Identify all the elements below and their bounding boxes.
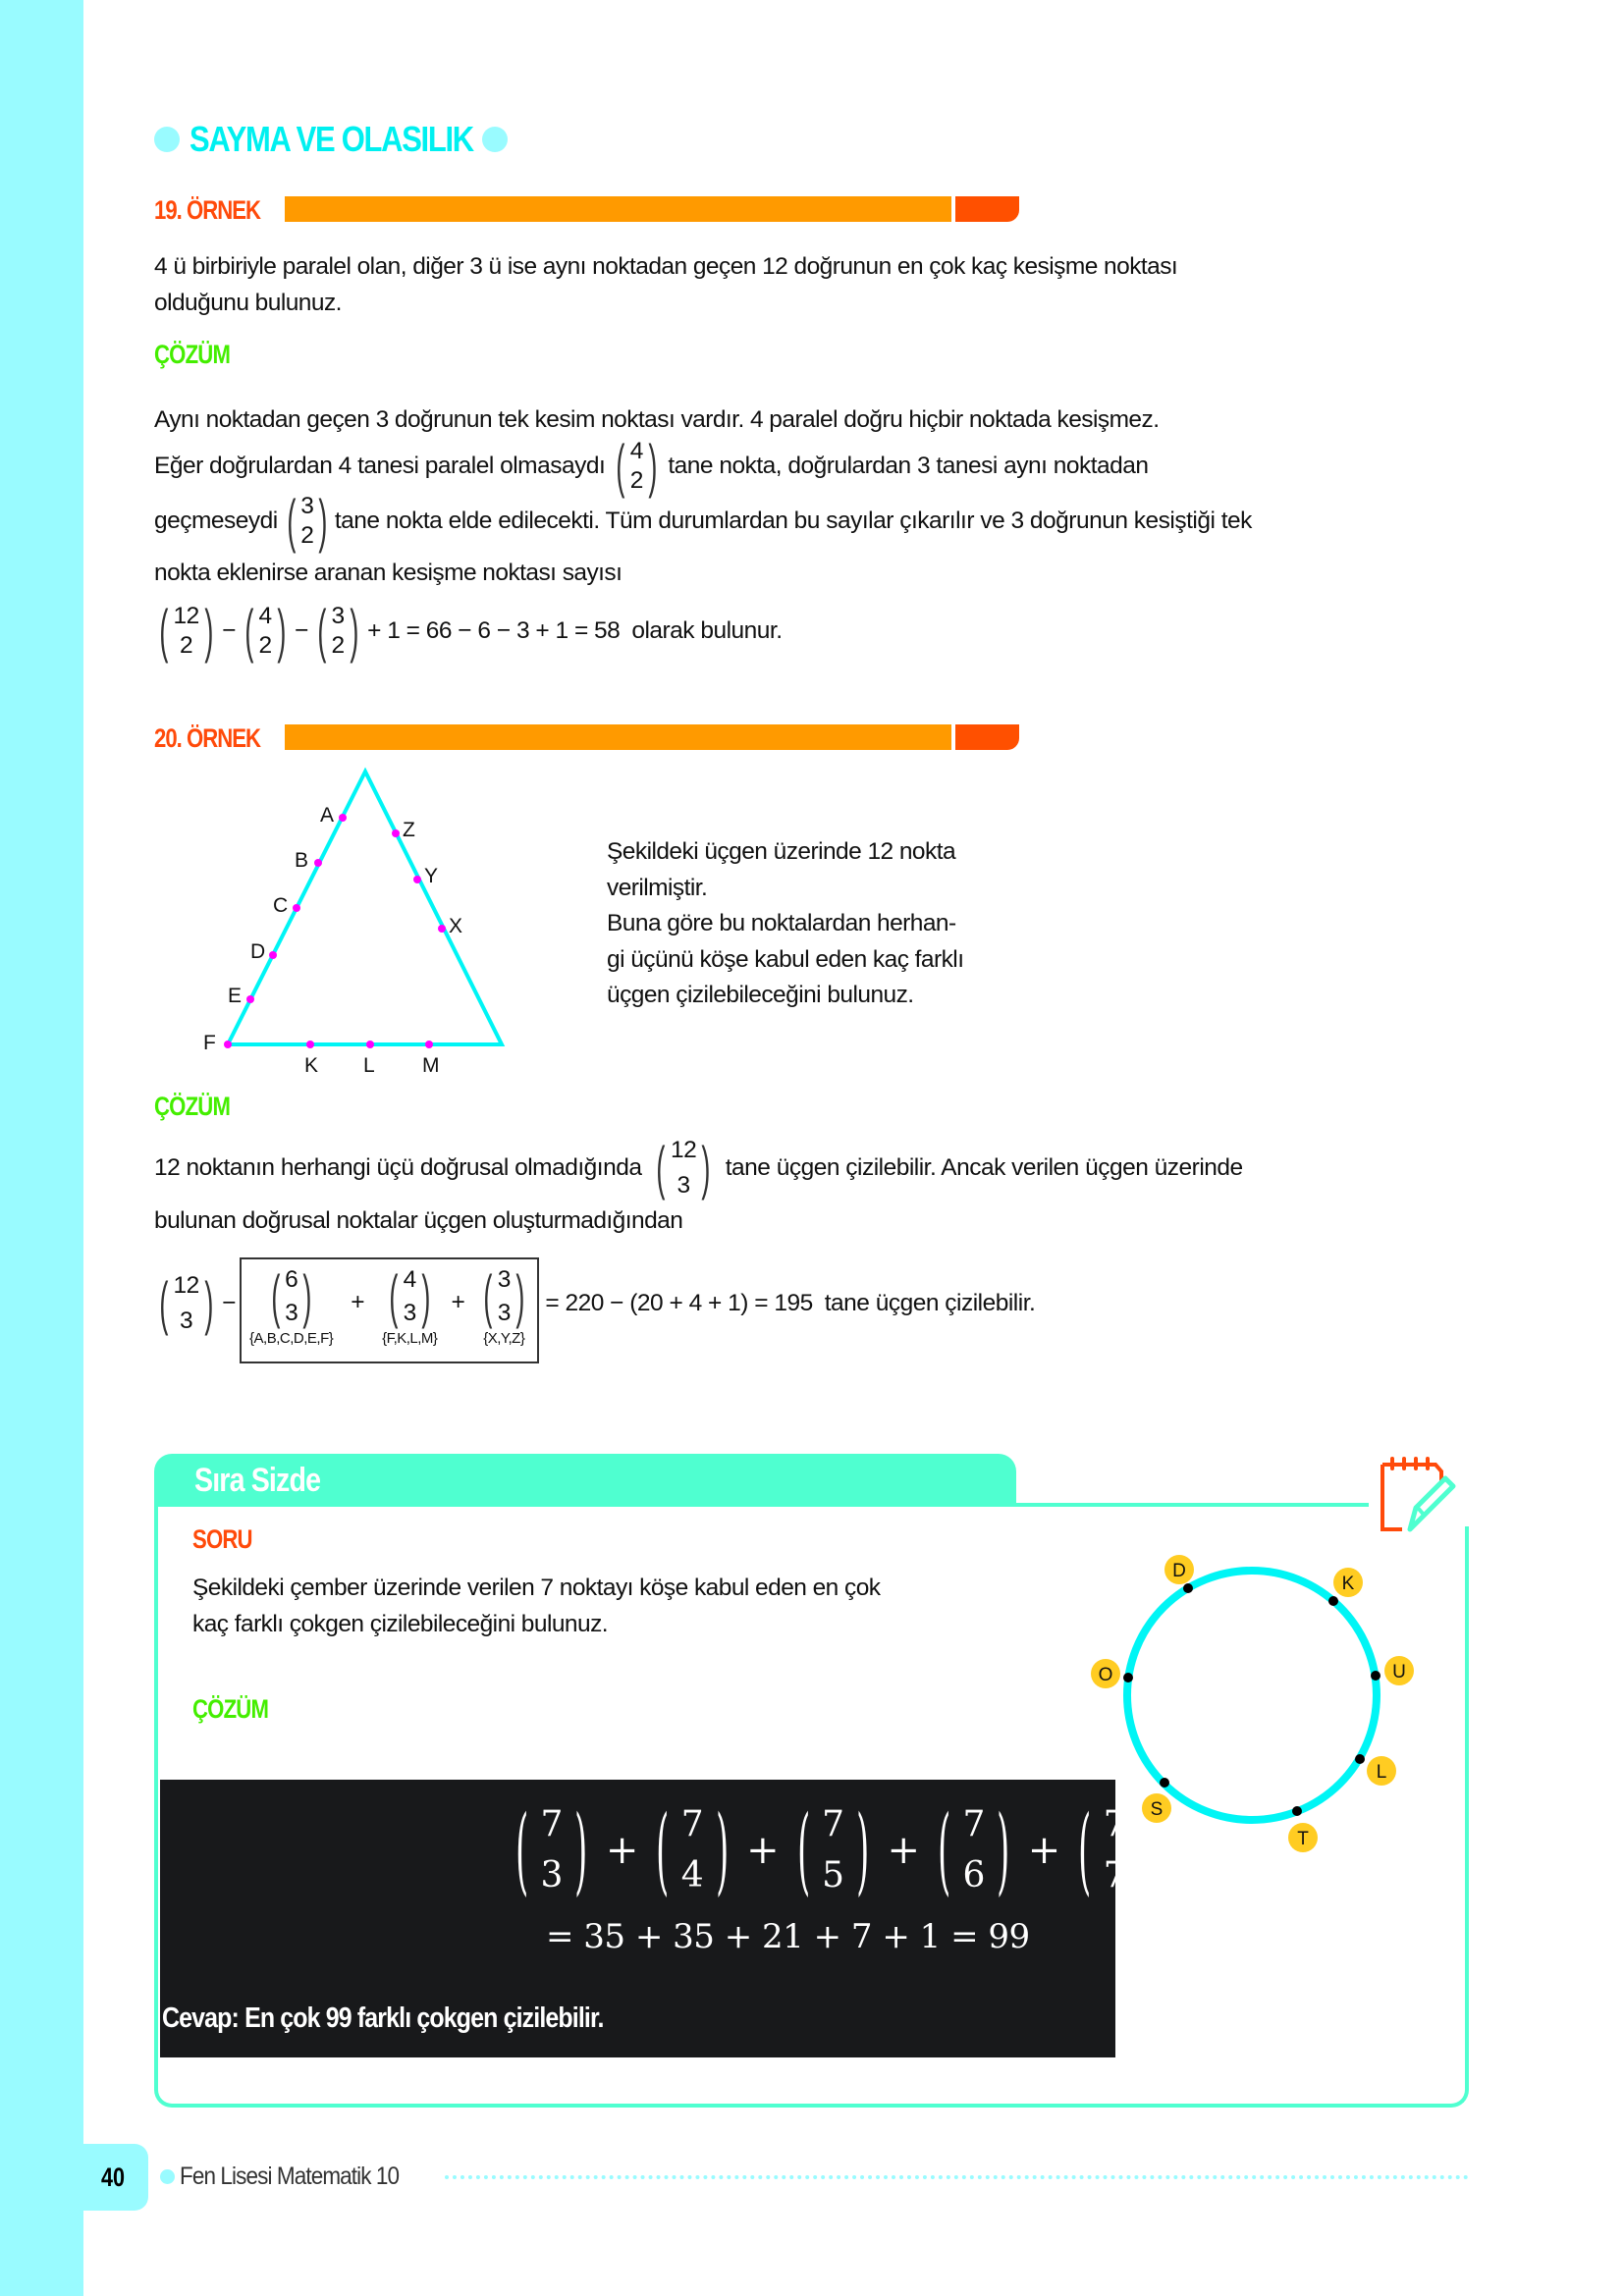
example-20-question xyxy=(607,834,963,1014)
svg-text:E: E xyxy=(228,985,243,1007)
binomial: ( 12 2 ) xyxy=(159,598,213,664)
example-20-label: 20. ÖRNEK xyxy=(154,722,261,753)
svg-text:M: M xyxy=(422,1054,440,1077)
question-line: Buna göre bu noktalardan herhan- xyxy=(607,910,956,936)
practice-border-bottom xyxy=(154,2071,1469,2108)
text: tane üçgen çizilebilir. Ancak verilen üçgen üzerinde xyxy=(725,1154,1243,1181)
solution-line: Aynı noktadan geçen 3 doğrunun tek kesim noktası vardır. 4 paralel doğru hiçbir noktada kesişmez. xyxy=(154,406,1160,433)
answer-conclusion: Cevap: En çok 99 farklı çokgen çizilebilir. xyxy=(162,2002,604,2034)
svg-text:Z: Z xyxy=(403,819,415,841)
solution-line: bulunan doğrusal noktalar üçgen oluşturmadığından xyxy=(154,1207,683,1234)
text: 12 noktanın herhangi üçü doğrusal olmadığında xyxy=(154,1154,642,1181)
answer-values: = 35 + 35 + 21 + 7 + 1 = 99 xyxy=(546,1917,1030,1956)
example-header-bar-end xyxy=(955,196,1019,222)
solution-line xyxy=(154,487,1252,556)
binomial: ( 12 3 ) xyxy=(159,1270,213,1336)
example-header-bar-end xyxy=(955,724,1019,750)
binomial: ( 4 2 ) xyxy=(616,433,658,499)
text: Eğer doğrulardan 4 tanesi paralel olmasaydı xyxy=(154,453,606,479)
example-19-equation: ( 12 2 ) − ( 4 2 ) − ( 3 2 ) + 1 = 66 − 6 − 3 + 1 = 58 olarak bulunur. xyxy=(154,595,783,667)
text: tane nokta elde edilecekti. Tüm durumlardan bu sayılar çıkarılır ve 3 doğrunun kesiştiği tek xyxy=(334,507,1252,534)
example-20-solution-heading: ÇÖZÜM xyxy=(154,1092,231,1121)
practice-title: Sıra Sizde xyxy=(194,1462,321,1499)
svg-text:X: X xyxy=(449,915,463,937)
question-line: Şekildeki üçgen üzerinde 12 nokta xyxy=(607,838,956,865)
svg-text:K: K xyxy=(304,1054,319,1077)
example-20-equation: ( 12 3 ) − ( 6 3 ) {A,B,C,D,E,F} + ( 4 3 ) {F,K,L,M} + ( 3 3 ) {X,Y,Z} = 220 − (20 + 4 + 1) = 195 tane üçgen çizilebilir. xyxy=(154,1245,1035,1362)
footer-dotted-rule xyxy=(445,2175,1469,2179)
text: geçmeseydi xyxy=(154,507,278,534)
practice-question xyxy=(192,1570,880,1642)
svg-text:B: B xyxy=(295,849,309,872)
question-line: kaç farklı çokgen çizilebileceğini bulunuz. xyxy=(192,1611,609,1637)
question-line: gi üçünü köşe kabul eden kaç farklı xyxy=(607,945,964,973)
practice-solution-heading: ÇÖZÜM xyxy=(192,1694,269,1724)
example-19-question xyxy=(154,248,1177,321)
solution-line xyxy=(154,1129,1470,1207)
svg-text:U: U xyxy=(1392,1662,1406,1682)
svg-text:A: A xyxy=(320,804,335,827)
example-19-solution-heading: ÇÖZÜM xyxy=(154,340,231,369)
triangle-figure xyxy=(187,766,540,1080)
book-title: Fen Lisesi Matematik 10 xyxy=(180,2163,400,2190)
term: ( 4 3 ) {F,K,L,M} xyxy=(382,1263,438,1347)
practice-border-left xyxy=(154,1507,158,2090)
example-19-header xyxy=(154,196,284,224)
example-19-label: 19. ÖRNEK xyxy=(154,194,261,225)
svg-text:O: O xyxy=(1098,1665,1113,1685)
svg-text:L: L xyxy=(1376,1762,1387,1783)
bracket-group: ( 6 3 ) {A,B,C,D,E,F} + ( 4 3 ) {F,K,L,M} + ( 3 3 ) {X,Y,Z} xyxy=(240,1257,539,1363)
solution-line: nokta eklenirse aranan kesişme noktası sayısı xyxy=(154,560,623,586)
section-title xyxy=(154,120,508,159)
binomial: ( 12 3 ) xyxy=(656,1135,711,1201)
answer-panel xyxy=(160,1780,1151,2057)
title-bullet-right-icon xyxy=(482,127,508,152)
footer-bullet-icon xyxy=(160,2169,175,2184)
example-20-header xyxy=(154,724,284,752)
practice-header-line xyxy=(1016,1503,1369,1507)
example-header-bar xyxy=(285,196,951,222)
svg-text:K: K xyxy=(1341,1574,1355,1594)
example-header-bar xyxy=(285,724,951,750)
text: tane nokta, doğrulardan 3 tanesi aynı noktadan xyxy=(668,453,1149,479)
question-line: üçgen çizilebileceğini bulunuz. xyxy=(607,982,914,1008)
notepad-pencil-icon xyxy=(1375,1451,1457,1535)
practice-header xyxy=(154,1454,1016,1507)
term: ( 3 3 ) {X,Y,Z} xyxy=(483,1263,525,1347)
page-number: 40 xyxy=(101,2163,126,2192)
practice-border-right xyxy=(1465,1526,1469,2090)
binomial: ( 3 2 ) xyxy=(287,488,328,554)
practice-question-heading: SORU xyxy=(192,1524,252,1554)
binomial: ( 3 2 ) xyxy=(317,598,358,664)
answer-binomial-sum: ( 7 3 ) + ( 7 4 ) + ( 7 5 ) + ( 7 6 ) + ( 7 7 ) xyxy=(515,1795,1151,1905)
svg-text:S: S xyxy=(1150,1799,1164,1820)
svg-text:L: L xyxy=(363,1054,375,1077)
svg-text:D: D xyxy=(250,940,266,963)
question-line: verilmiştir. xyxy=(607,874,708,901)
question-line: Şekildeki çember üzerinde verilen 7 noktayı köşe kabul eden en çok xyxy=(192,1575,881,1601)
question-line: 4 ü birbiriyle paralel olan, diğer 3 ü ise aynı noktadan geçen 12 doğrunun en çok kaç kesişme noktası xyxy=(154,253,1178,280)
svg-text:D: D xyxy=(1172,1561,1186,1581)
svg-text:F: F xyxy=(203,1032,216,1054)
page-sidebar-strip xyxy=(0,0,83,2296)
term: ( 6 3 ) {A,B,C,D,E,F} xyxy=(249,1263,334,1347)
title-bullet-left-icon xyxy=(154,127,180,152)
svg-text:Y: Y xyxy=(424,865,439,887)
binomial: ( 4 2 ) xyxy=(244,598,286,664)
question-line: olduğunu bulunuz. xyxy=(154,290,342,316)
svg-text:T: T xyxy=(1297,1829,1309,1849)
svg-text:C: C xyxy=(273,894,289,917)
section-title-text: SAYMA VE OLASILIK xyxy=(189,119,473,159)
